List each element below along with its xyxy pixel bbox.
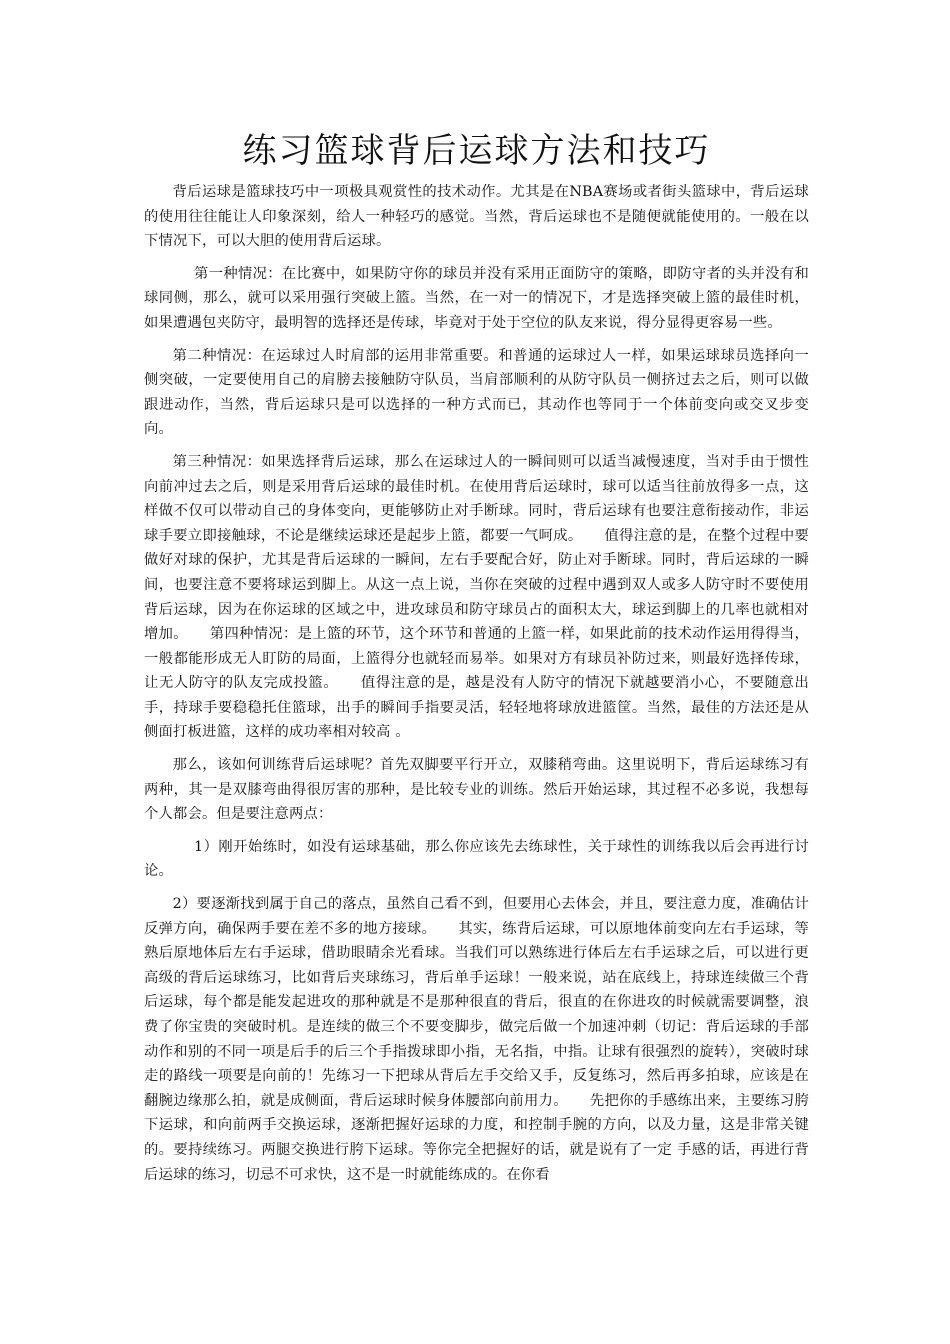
paragraph-training-intro: 那么，该如何训练背后运球呢？首先双脚要平行开立，双膝稍弯曲。这里说明下，背后运球练习有两种，其一是双膝弯曲得很厉害的那种，是比较专业的训练。然后开始运球，其过程不必多说，我想每个人都会。但是要注意两点： (144, 757, 809, 823)
paragraph-case-two: 第二种情况：在运球过人时肩部的运用非常重要。和普通的运球过人一样，如果运球球员选择向一侧突破，一定要使用自己的肩膀去接触防守队员，当肩部顺利的从防守队员一侧挤过去之后，则可以做跟进动作，当然，背后运球只是可以选择的一种方式而已，其动作也等同于一个体前变向或交叉步变向。 (144, 347, 809, 438)
paragraph-case-three-four: 第三种情况：如果选择背后运球，那么在运球过人的一瞬间则可以适当减慢速度，当对手由于惯性向前冲过去之后，则是采用背后运球的最佳时机。在使用背后运球时，球可以适当往前放得多一点，这样做不仅可以带动自己的身体变向，更能够防止对手断球。同时，背后运球有也要注意衔接动作，非运球手要立即接触球，不论是继续运球还是起步上篮，都要一气呵成。 值得注意的是，在整个过程中要做好对球的保护，尤其是背后运球的一瞬间，左右手要配合好，防止对手断球。同时，背后运球的一瞬间，也要注意不要将球运到脚上。从这一点上说，当你在突破的过程中遇到双人或多人防守时不要使用背后运球，因为在你运球的区域之中，进攻球员和防守球员占的面积太大，球运到脚上的几率也就相对增加。 第四种情况：是上篮的环节，这个环节和普通的上篮一样，如果此前的技术动作运用得得当，一般都能形成无人盯防的局面，上篮得分也就轻而易举。如果对方有球员补防过来，则最好选择传球，让无人防守的队友完成投篮。 值得注意的是，越是没有人防守的情况下就越要消小心，不要随意出手，持球手要稳稳托住篮球，出手的瞬间手指要灵活，轻轻地将球放进篮筐。当然，最佳的方法还是从侧面打板进篮，这样的成功率相对较高 。 (144, 453, 809, 741)
paragraph-case-one: 第一种情况：在比赛中，如果防守你的球员并没有采用正面防守的策略，即防守者的头并没有和球同侧，那么，就可以采用强行突破上篮。当然，在一对一的情况下，才是选择突破上篮的最佳时机，如果遭遇包夹防守，最明智的选择还是传球，毕竟对于处于空位的队友来说，得分显得更容易一些。 (144, 265, 809, 331)
document-title: 练习篮球背后运球方法和技巧 (242, 131, 711, 171)
document-page (144, 128, 809, 1187)
paragraph-point-one: 1）刚开始练时，如没有运球基础，那么你应该先去练球性，关于球性的训练我以后会再进行讨论。 (144, 838, 809, 880)
paragraph-intro: 背后运球是篮球技巧中一项极具观赏性的技术动作。尤其是在NBA赛场或者街头篮球中，背后运球的使用往往能让人印象深刻，给人一种轻巧的感觉。当然，背后运球也不是随便就能使用的。一般在以下情况下，可以大胆的使用背后运球。 (144, 184, 809, 250)
paragraph-point-two: 2）要逐渐找到属于自己的落点，虽然自己看不到，但要用心去体会，并且，要注意力度，准确估计反弹方向，确保两手要在差不多的地方接球。 其实，练背后运球，可以原地体前变向左右手运球，等熟后原地体后左右手运球，借助眼睛余光看球。当我们可以熟练进行体后左右手运球之后，可以进行更高级的背后运球练习，比如背后夹球练习，背后单手运球！一般来说，站在底线上，持球连续做三个背后运球，每个都是能发起进攻的那种就是不是那种很直的背后，很直的在你进攻的时候就需要调整，浪费了你宝贵的突破时机。是连续的做三个不要变脚步，做完后做一个加速冲刺（切记：背后运球的手部动作和别的不同一项是后手的后三个手指拨球即小指，无名指，中指。让球有很强烈的旋转），突破时球走的路线一项要是向前的！先练习一下把球从背后左手交给又手，反复练习，然后再多拍球，应该是在翻腕边缘那么拍，就是成侧面，背后运球时候身体腰部向前用力。 先把你的手感练出来，主要练习胯下运球，和向前两手交换运球，逐渐把握好运球的力度，和控制手腕的方向，以及力量，这是非常关键的。要持续练习。两腿交换进行胯下运球。等你完全把握好的话，就是说有了一定 手感的话，再进行背后运球的练习，切忌不可求快，这不是一时就能练成的。在你看 (144, 896, 809, 1183)
